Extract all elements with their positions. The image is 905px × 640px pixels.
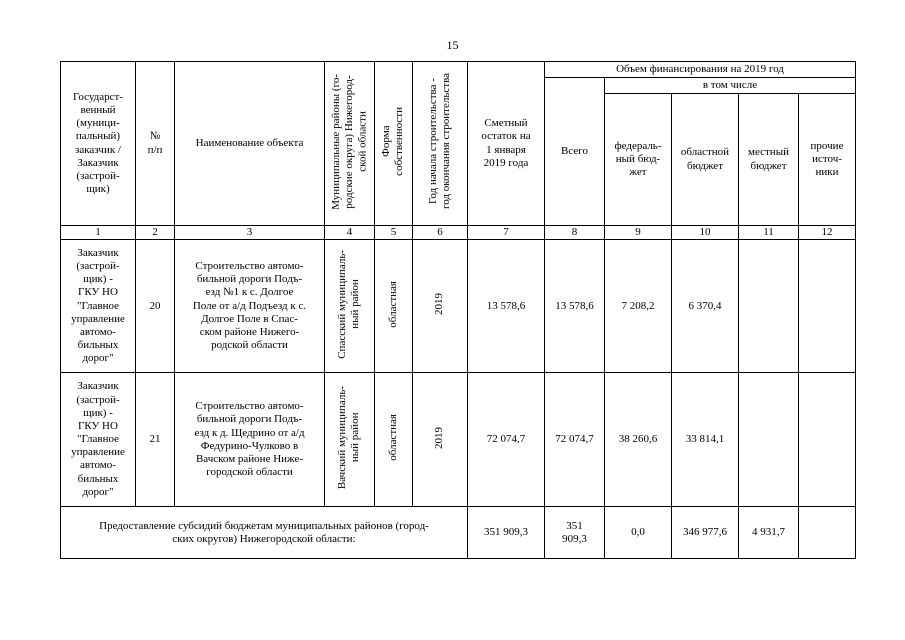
row-customer: Заказчик (застрой- щик) - ГКУ НО "Главное управление автомо- бильных дорог": [61, 240, 136, 373]
column-number: 1: [61, 226, 136, 240]
header-district-cell: [325, 62, 375, 226]
row-total: 72 074,7: [545, 373, 605, 507]
row-years-cell: [413, 373, 468, 507]
row-district: Спасский муниципаль- ный район: [336, 249, 362, 359]
row-years: 2019: [433, 426, 446, 449]
column-number: 2: [136, 226, 175, 240]
row-district-cell: [325, 240, 375, 373]
row-federal: 7 208,2: [605, 240, 672, 373]
header-years-cell: [413, 62, 468, 226]
column-number: 11: [739, 226, 799, 240]
summary-other: [799, 507, 856, 559]
row-local: [739, 373, 799, 507]
summary-local: 4 931,7: [739, 507, 799, 559]
row-years: 2019: [433, 293, 446, 316]
column-number: 12: [799, 226, 856, 240]
row-number: 21: [136, 373, 175, 507]
column-numbers-row: [61, 226, 856, 240]
column-number: 3: [175, 226, 325, 240]
header-ownership-cell: [375, 62, 413, 226]
header-object-name: Наименование объекта: [175, 62, 325, 226]
row-regional: 6 370,4: [672, 240, 739, 373]
header-balance: Сметный остаток на 1 января 2019 года: [468, 62, 545, 226]
row-other: [799, 373, 856, 507]
row-local: [739, 240, 799, 373]
summary-row: [61, 507, 856, 559]
row-other: [799, 240, 856, 373]
header-funding: Объем финансирования на 2019 год: [545, 62, 856, 78]
column-number: 5: [375, 226, 413, 240]
column-number: 10: [672, 226, 739, 240]
row-years-cell: [413, 240, 468, 373]
summary-balance: 351 909,3: [468, 507, 545, 559]
column-number: 6: [413, 226, 468, 240]
summary-federal: 0,0: [605, 507, 672, 559]
page-number: 15: [446, 38, 459, 52]
row-balance: 13 578,6: [468, 240, 545, 373]
row-ownership: областная: [386, 280, 399, 328]
header-regional: областной бюджет: [672, 94, 739, 226]
row-ownership-cell: [375, 373, 413, 507]
header-federal: федераль- ный бюд- жет: [605, 94, 672, 226]
summary-label: Предоставление субсидий бюджетам муниципальных районов (город- ских округов) Нижегородской области:: [61, 507, 468, 559]
row-federal: 38 260,6: [605, 373, 672, 507]
header-total: Всего: [545, 78, 605, 226]
row-ownership-cell: [375, 240, 413, 373]
table-row: [61, 373, 856, 507]
row-object-name: Строительство автомо- бильной дороги Подъ- езд к д. Щедрино от а/д Федурино-Чулково в Вачском районе Ниже- городской области: [175, 373, 325, 507]
row-customer: Заказчик (застрой- щик) - ГКУ НО "Главное управление автомо- бильных дорог": [61, 373, 136, 507]
row-object-name: Строительство автомо- бильной дороги Подъ- езд №1 к с. Долгое Поле от а/д Подъезд к с. Долгое Поле в Спас- ском районе Нижего- родской области: [175, 240, 325, 373]
header-number: № п/п: [136, 62, 175, 226]
summary-total: 351 909,3: [545, 507, 605, 559]
column-number: 7: [468, 226, 545, 240]
header-other: прочие источ- ники: [799, 94, 856, 226]
row-number: 20: [136, 240, 175, 373]
investment-table: [60, 61, 856, 559]
row-balance: 72 074,7: [468, 373, 545, 507]
header-customer: Государст- венный (муници- пальный) заказчик / Заказчик (застрой- щик): [61, 62, 136, 226]
row-regional: 33 814,1: [672, 373, 739, 507]
column-number: 4: [325, 226, 375, 240]
header-ownership: Форма собственности: [380, 107, 406, 176]
column-number: 9: [605, 226, 672, 240]
header-district: Муниципальные районы (го- родские округа) Нижегород- ской области: [329, 73, 369, 210]
header-years: Год начала строительства - год окончания строительства: [426, 73, 452, 210]
summary-regional: 346 977,6: [672, 507, 739, 559]
row-total: 13 578,6: [545, 240, 605, 373]
column-number: 8: [545, 226, 605, 240]
row-district-cell: [325, 373, 375, 507]
row-ownership: областная: [386, 414, 399, 461]
row-district: Вачский муниципаль- ный район: [336, 386, 362, 490]
header-local: местный бюджет: [739, 94, 799, 226]
header-including: в том числе: [605, 78, 856, 94]
table-row: [61, 240, 856, 373]
